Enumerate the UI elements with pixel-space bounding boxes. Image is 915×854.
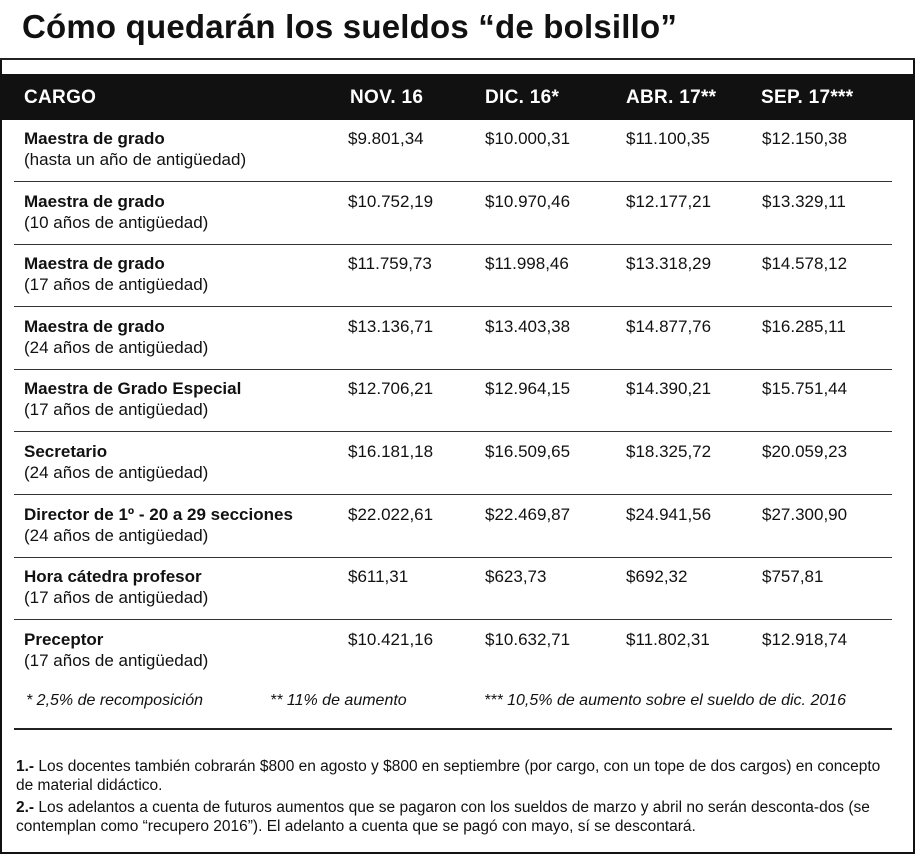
salary-cell: $13.318,29	[626, 254, 712, 274]
salary-cell: $13.403,38	[485, 316, 571, 336]
cargo-title: Maestra de grado	[24, 254, 165, 274]
table-header	[0, 74, 915, 120]
title-divider	[0, 58, 915, 60]
cargo-detail: (24 años de antigüedad)	[24, 463, 209, 482]
table-row	[0, 621, 892, 683]
salary-cell: $10.752,19	[348, 191, 434, 211]
cargo-title: Maestra de grado	[24, 129, 165, 148]
cargo-title: Director de 1º - 20 a 29 secciones	[24, 504, 293, 524]
footnote-1-number: 1.-	[16, 758, 35, 775]
salary-cell: $24.941,56	[626, 504, 712, 524]
cargo-detail: (10 años de antigüedad)	[24, 212, 209, 232]
salary-cell: $16.181,18	[348, 442, 434, 461]
salary-cell: $11.802,31	[626, 629, 710, 649]
salary-cell: $16.509,65	[485, 442, 571, 461]
cargo-detail: (24 años de antigüedad)	[24, 337, 209, 357]
cargo-title: Preceptor	[24, 629, 104, 649]
note-dic: * 2,5% de recomposición	[26, 692, 203, 709]
salary-cell: $11.759,73	[348, 254, 432, 274]
salary-cell: $14.578,12	[762, 254, 848, 274]
table-row	[0, 308, 892, 370]
salary-cell: $692,32	[626, 567, 688, 587]
salary-cell: $611,31	[348, 567, 409, 587]
cargo-detail: (24 años de antigüedad)	[24, 525, 209, 545]
cargo-detail: (17 años de antigüedad)	[24, 650, 209, 670]
table-row	[0, 183, 892, 245]
table-row	[0, 120, 892, 182]
salary-cell: $623,73	[485, 567, 547, 587]
notes-divider	[14, 728, 892, 730]
footnote-1-text: Los docentes también cobrarán $800 en agosto y $800 en septiembre (por cargo, con un tope de dos cargos) en concepto de material didáctico.	[16, 758, 881, 794]
cargo-title: Secretario	[24, 442, 108, 461]
salary-cell: $27.300,90	[762, 504, 848, 524]
salary-cell: $12.918,74	[762, 629, 848, 649]
cargo-detail: (hasta un año de antigüedad)	[24, 150, 247, 169]
salary-cell: $18.325,72	[626, 442, 712, 461]
salary-cell: $10.632,71	[485, 629, 571, 649]
cargo-title: Maestra de grado	[24, 316, 165, 336]
page-title: Cómo quedarán los sueldos “de bolsillo”	[22, 8, 678, 45]
cargo-title: Hora cátedra profesor	[24, 567, 202, 587]
salary-cell: $11.100,35	[626, 129, 710, 148]
salary-cell: $12.706,21	[348, 379, 434, 399]
salary-cell: $13.329,11	[762, 191, 846, 211]
footnote-2	[16, 798, 886, 836]
table-row	[0, 370, 892, 432]
note-sep: *** 10,5% de aumento sobre el sueldo de dic. 2016	[484, 692, 847, 709]
table-row	[0, 558, 892, 620]
footnote-2-text: Los adelantos a cuenta de futuros aumentos que se pagaron con los sueldos de marzo y abril no serán desconta-dos (se contemplan como “recupero 2016”). El adelanto a cuenta que se pagó con mayo, sí se descontará.	[16, 799, 870, 835]
salary-cell: $12.177,21	[626, 191, 712, 211]
salary-cell: $22.022,61	[348, 504, 434, 524]
col-header-sep17: SEP. 17***	[761, 87, 854, 108]
salary-cell: $14.390,21	[626, 379, 712, 399]
salary-cell: $14.877,76	[626, 316, 712, 336]
table-row	[0, 496, 892, 558]
salary-cell: $16.285,11	[762, 316, 846, 336]
footnote-1	[16, 757, 886, 795]
col-header-dic16: DIC. 16*	[485, 87, 560, 108]
cargo-detail: (17 años de antigüedad)	[24, 400, 209, 420]
footnote-2-number: 2.-	[16, 799, 35, 816]
col-header-nov16: NOV. 16	[350, 87, 424, 108]
salary-cell: $20.059,23	[762, 442, 848, 461]
salary-cell: $11.998,46	[485, 254, 569, 274]
salary-cell: $12.964,15	[485, 379, 571, 399]
col-header-cargo: CARGO	[24, 87, 97, 108]
cargo-detail: (17 años de antigüedad)	[24, 275, 209, 295]
salary-cell: $13.136,71	[348, 316, 434, 336]
salary-cell: $15.751,44	[762, 379, 848, 399]
cargo-detail: (17 años de antigüedad)	[24, 588, 209, 608]
cargo-title: Maestra de grado	[24, 191, 165, 211]
cargo-title: Maestra de Grado Especial	[24, 379, 242, 399]
table-row	[0, 245, 892, 307]
salary-cell: $10.970,46	[485, 191, 571, 211]
salary-cell: $10.421,16	[348, 629, 434, 649]
salary-cell: $757,81	[762, 567, 824, 587]
note-abr: ** 11% de aumento	[270, 692, 407, 709]
salary-cell: $10.000,31	[485, 129, 571, 148]
table-row	[0, 433, 892, 495]
salary-cell: $9.801,34	[348, 129, 424, 148]
salary-cell: $12.150,38	[762, 129, 848, 148]
col-header-abr17: ABR. 17**	[626, 87, 717, 108]
salary-cell: $22.469,87	[485, 504, 571, 524]
